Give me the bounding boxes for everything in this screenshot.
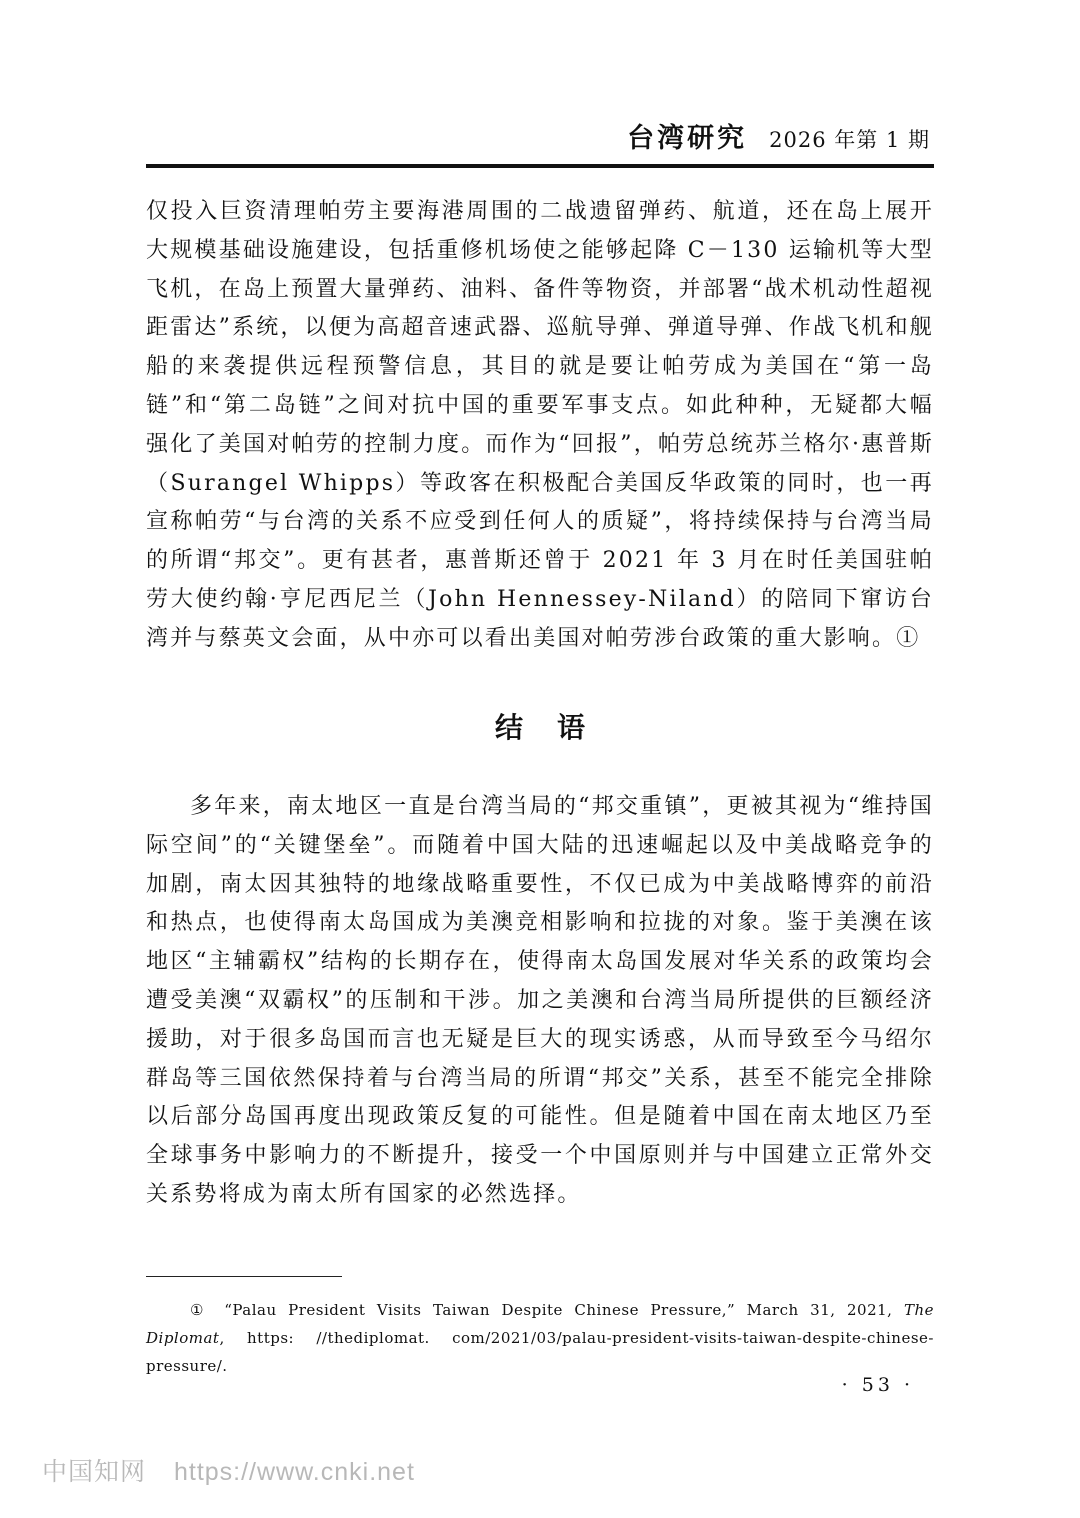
footnote-source: The Diplomat — [146, 1301, 934, 1347]
footnote-rule — [146, 1276, 342, 1277]
body-paragraph-2: 多年来，南太地区一直是台湾当局的“邦交重镇”，更被其视为“维持国际空间”的“关键堡垒”。而随着中国大陆的迅速崛起以及中美战略竞争的加剧，南太因其独特的地缘战略重要性，不仅已成为中美战略博弈的前沿和热点，也使得南太岛国成为美澳竞相影响和拉拢的对象。鉴于美澳在该地区“主辅霸权”结构的长期存在，使得南太岛国发展对华关系的政策均会遭受美澳“双霸权”的压制和干涉。加之美澳和台湾当局所提供的巨额经济援助，对于很多岛国而言也无疑是巨大的现实诱惑，从而导致至今马绍尔群岛等三国依然保持着与台湾当局的所谓“邦交”关系，甚至不能完全排除以后部分岛国再度出现政策反复的可能性。但是随着中国在南太地区乃至全球事务中影响力的不断提升，接受一个中国原则并与中国建立正常外交关系势将成为南太所有国家的必然选择。 — [146, 794, 934, 1207]
issue-label: 2026 年第 1 期 — [769, 128, 930, 152]
section-heading: 结语 — [494, 711, 619, 744]
watermark-brand: 中国知网 — [42, 1458, 147, 1486]
watermark-url: https://www.cnki.net — [173, 1458, 415, 1486]
footnote — [146, 1296, 934, 1380]
page-number: · 53 · — [841, 1374, 914, 1396]
body-paragraph-1: 仅投入巨资清理帕劳主要海港周围的二战遗留弹药、航道，还在岛上展开大规模基础设施建设，包括重修机场使之能够起降 C－130 运输机等大型飞机，在岛上预置大量弹药、油料、备件等物资，并部署“战术机动性超视距雷达”系统，以便为高超音速武器、巡航导弹、弹道导弹、作战飞机和舰船的来袭提供远程预警信息，其目的就是要让帕劳成为美国在“第一岛链”和“第二岛链”之间对抗中国的重要军事支点。如此种种，无疑都大幅强化了美国对帕劳的控制力度。而作为“回报”，帕劳总统苏兰格尔·惠普斯（Surangel Whipps）等政客在积极配合美国反华政策的同时，也一再宣称帕劳“与台湾的关系不应受到任何人的质疑”，将持续保持与台湾当局的所谓“邦交”。更有甚者，惠普斯还曾于 2021 年 3 月在时任美国驻帕劳大使约翰·亨尼西尼兰（John Hennessey-Niland）的陪同下窜访台湾并与蔡英文会面，从中亦可以看出美国对帕劳涉台政策的重大影响。① — [146, 199, 934, 651]
journal-title: 台湾研究 — [627, 123, 748, 154]
footnote-text-after: , https: //thediplomat. com/2021/03/palau-president-visits-taiwan-despite-chinese-pressure/. — [146, 1329, 934, 1375]
footnote-mark: ① — [190, 1301, 211, 1319]
watermark — [42, 1452, 415, 1488]
running-header — [627, 116, 930, 160]
header-rule — [146, 164, 934, 168]
footnote-text-before: “Palau President Visits Taiwan Despite Chinese Pressure,” March 31, 2021, — [224, 1301, 893, 1319]
